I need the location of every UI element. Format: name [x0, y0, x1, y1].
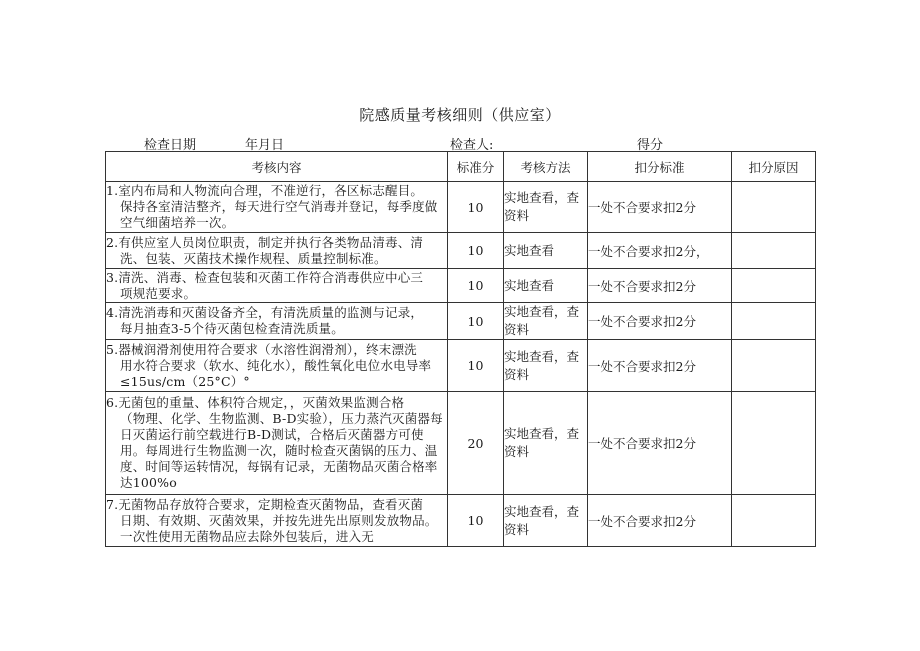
content-text: 1.室内布局和人物流向合理，不准逆行，各区标志醒目。 [106, 183, 424, 198]
row-method: 实地查看，查资料 [504, 182, 588, 233]
content-text: 项规范要求。 [120, 285, 197, 301]
header-deduction-reason: 扣分原因 [732, 152, 816, 182]
content-text: 6.无菌包的重量、体积符合规定，，灭菌效果监测合格 [106, 395, 405, 410]
header-content: 考核内容 [106, 152, 448, 182]
row-content [106, 392, 448, 495]
row-method: 实地查看，查资料 [504, 392, 588, 495]
row-content [106, 269, 448, 303]
row-reason [732, 392, 816, 495]
content-text: 4.清洗消毒和灭菌设备齐全，有清洗质量的监测与记录， [106, 305, 424, 320]
header-deduction-standard: 扣分标准 [588, 152, 732, 182]
score-label: 得分 [637, 138, 664, 153]
row-score: 10 [448, 182, 504, 233]
row-content [106, 303, 448, 340]
row-method: 实地查看，查资料 [504, 340, 588, 392]
table-row [106, 182, 816, 233]
table-row [106, 269, 816, 303]
row-score: 10 [448, 233, 504, 269]
row-standard: 一处不合要求扣2分 [588, 269, 732, 303]
inspector-label: 检查人: [450, 138, 494, 153]
row-score: 20 [448, 392, 504, 495]
table-row [106, 303, 816, 340]
assessment-table [105, 151, 816, 547]
row-reason [732, 340, 816, 392]
content-text: 每月抽查3-5个待灭菌包检查清洗质量。 [120, 321, 344, 336]
content-text: 3.清洗、消毒、检查包装和灭菌工作符合消毒供应中心三 [106, 269, 424, 285]
row-content [106, 340, 448, 392]
row-standard: 一处不合要求扣2分 [588, 495, 732, 547]
check-date-label: 检查日期 [144, 138, 197, 153]
row-score: 10 [448, 340, 504, 392]
row-score: 10 [448, 303, 504, 340]
row-method: 实地查看，查资料 [504, 495, 588, 547]
content-text: 用水符合要求（软水、纯化水），酸性氧化电位水电导率≤15us/cm（25°C）° [120, 357, 432, 389]
row-content [106, 495, 448, 547]
row-reason [732, 233, 816, 269]
table-header-row [106, 152, 816, 182]
row-method: 实地查看 [504, 233, 588, 269]
header-standard-score: 标准分 [448, 152, 504, 182]
table-row [106, 392, 816, 495]
row-score: 10 [448, 269, 504, 303]
content-text: 洗、包装、灭菌技术操作规程、质量控制标准。 [120, 250, 387, 266]
row-reason [732, 182, 816, 233]
row-standard: 一处不合要求扣2分 [588, 392, 732, 495]
table-row [106, 340, 816, 392]
row-standard: 一处不合要求扣2分， [588, 233, 732, 269]
content-text: （物理、化学、生物监测、B-D实验），压力蒸汽灭菌器每日灭菌运行前空载进行B-D测试，合格后灭菌器方可使用。每周进行生物监测一次，随时检查灭菌锅的压力、温度、时间等运转情况，每锅有记录，无菌物品灭菌合格率达100%o [120, 411, 443, 490]
content-text: 7.无菌物品存放符合要求，定期检查灭菌物品，查看灭菌 [106, 496, 424, 512]
row-reason [732, 495, 816, 547]
row-standard: 一处不合要求扣2分 [588, 182, 732, 233]
page-title: 院感质量考核细则（供应室） [359, 106, 561, 124]
row-content [106, 233, 448, 269]
content-text: 5.器械润滑剂使用符合要求（水溶性润滑剂），终末漂洗 [106, 341, 417, 357]
content-text: 2.有供应室人员岗位职责，制定并执行各类物品清毒、清 [106, 234, 424, 250]
row-method: 实地查看 [504, 269, 588, 303]
row-content [106, 182, 448, 233]
row-reason [732, 303, 816, 340]
content-text: 日期、有效期、灭菌效果，并按先进先出原则发放物品。一次性使用无菌物品应去除外包装后，进入无 [120, 512, 438, 544]
row-standard: 一处不合要求扣2分 [588, 303, 732, 340]
header-method: 考核方法 [504, 152, 588, 182]
row-reason [732, 269, 816, 303]
content-text: 保持各室清洁整齐，每天进行空气消毒并登记，每季度做空气细菌培养一次。 [120, 199, 438, 230]
row-standard: 一处不合要求扣2分 [588, 340, 732, 392]
row-score: 10 [448, 495, 504, 547]
check-date-value: 年月日 [245, 138, 285, 153]
table-row [106, 495, 816, 547]
table-row [106, 233, 816, 269]
row-method: 实地查看，查资料 [504, 303, 588, 340]
